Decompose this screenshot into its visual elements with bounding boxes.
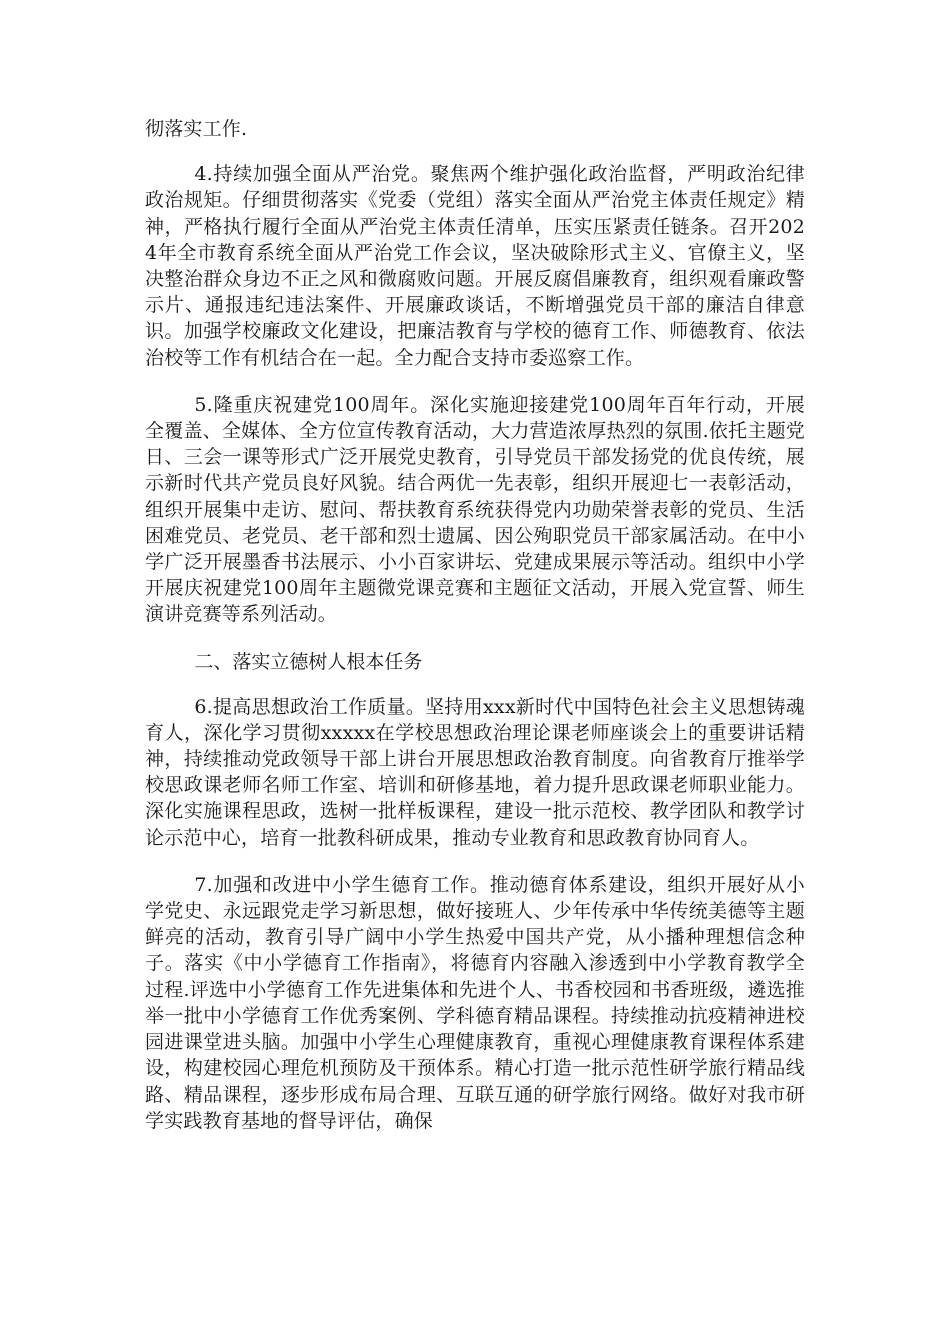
paragraph-item-4: 4.持续加强全面从严治党。聚焦两个维护强化政治监督，严明政治纪律政治规矩。仔细贯彻落实《党委（党组）落实全面从严治党主体责任规定》精神，严格执行履行全面从严治党主体责任清单，压实压紧责任链条。召开2024年全市教育系统全面从严治党工作会议，坚决破除形式主义、官僚主义，坚决整治群众身边不正之风和微腐败问题。开展反腐倡廉教育，组织观看廉政警示片、通报违纪违法案件、开展廉政谈话，不断增强党员干部的廉洁自律意识。加强学校廉政文化建设，把廉洁教育与学校的德育工作、师德教育、依法治校等工作有机结合在一起。全力配合支持市委巡察工作。 xyxy=(145,163,805,369)
paragraph-item-7: 7.加强和改进中小学生德育工作。推动德育体系建设，组织开展好从小学党史、永远跟党走学习新思想，做好接班人、少年传承中华传统美德等主题鲜亮的活动，教育引导广阔中小学生热爱中国共产党，从小播种理想信念种子。落实《中小学德育工作指南》，将德育内容融入渗透到中小学教育教学全过程.评选中小学德育工作先进集体和先进个人、书香校园和书香班级，遴选推举一批中小学德育工作优秀案例、学科德育精品课程。持续推动抗疫精神进校园进课堂进头脑。加强中小学生心理健康教育，重视心理健康教育课程体系建设，构建校园心理危机预防及干预体系。精心打造一批示范性研学旅行精品线路、精品课程，逐步形成布局合理、互联互通的研学旅行网络。做好对我市研学实践教育基地的督导评估，确保 xyxy=(145,873,805,1132)
section-heading: 二、落实立德树人根本任务 xyxy=(194,650,423,673)
paragraph-item-5: 5.隆重庆祝建党100周年。深化实施迎接建党100周年百年行动，开展全覆盖、全媒体、全方位宣传教育活动，大力营造浓厚热烈的氛围.依托主题党日、三会一课等形式广泛开展党史教育，引导党员干部发扬党的优良传统，展示新时代共产党员良好风貌。结合两优一先表彰，组织开展迎七一表彰活动，组织开展集中走访、慰问、帮扶教育系统获得党内功勋荣誉表彰的党员、生活困难党员、老党员、老干部和烈士遗属、因公殉职党员干部家属活动。在中小学广泛开展墨香书法展示、小小百家讲坛、党建成果展示等活动。组织中小学开展庆祝建党100周年主题微党课竞赛和主题征文活动，开展入党宣誓、师生演讲竞赛等系列活动。 xyxy=(145,393,805,626)
continuation-text: 彻落实工作. xyxy=(145,118,248,140)
document-page xyxy=(145,116,805,1155)
paragraph-item-6: 6.提高思想政治工作质量。坚持用xxx新时代中国特色社会主义思想铸魂育人，深化学习贯彻xxxxx在学校思想政治理论课老师座谈会上的重要讲话精神，持续推动党政领导干部上讲台开展思想政治教育制度。向省教育厅推举学校思政课老师名师工作室、培训和研修基地，着力提升思政课老师职业能力。深化实施课程思政，选树一批样板课程，建设一批示范校、教学团队和教学讨论示范中心，培育一批教科研成果，推动专业教育和思政教育协同育人。 xyxy=(145,695,805,849)
